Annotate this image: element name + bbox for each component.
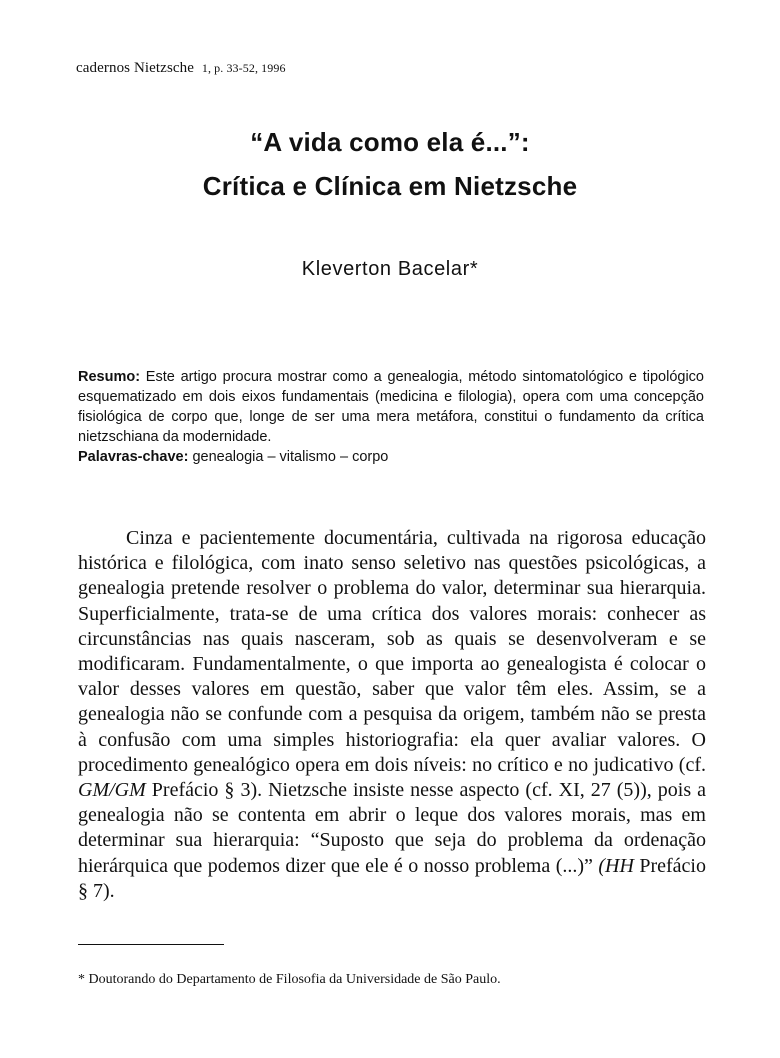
body-text bbox=[78, 526, 706, 904]
journal-name: cadernos Nietzsche bbox=[76, 60, 194, 76]
citation-gm: GM/GM bbox=[78, 779, 146, 802]
abstract-body: Este artigo procura mostrar como a genealogia, método sintomatológico e tipológico esquematizado em dois eixos fundamentais (medicina e filologia), opera com uma concepção fisiológica de corpo que, longe de ser uma mera metáfora, constitui o fundamento da crítica nietzschiana da modernidade. bbox=[78, 369, 704, 445]
abstract-label: Resumo: bbox=[78, 369, 141, 385]
title-line-2: Crítica e Clínica em Nietzsche bbox=[202, 171, 578, 201]
citation-hh: (HH bbox=[598, 854, 634, 877]
issue-reference: 1, p. 33-52, 1996 bbox=[201, 61, 286, 75]
abstract bbox=[78, 367, 704, 467]
keywords-label: Palavras-chave: bbox=[78, 449, 189, 465]
footnote: * Doutorando do Departamento de Filosofia da Universidade de São Paulo. bbox=[78, 972, 501, 987]
article-title bbox=[0, 120, 780, 208]
author-name: Kleverton Bacelar* bbox=[301, 258, 479, 280]
title-line-1: “A vida como ela é...”: bbox=[250, 127, 530, 157]
running-header bbox=[76, 60, 286, 77]
abstract-text bbox=[78, 367, 704, 447]
paragraph-1 bbox=[78, 526, 706, 904]
paragraph-1-part-b: Prefácio § 3). Nietzsche insiste nesse aspecto (cf. XI, 27 (5)), pois a genealogia não se contenta em abrir o leque dos valores morais, mas em determinar sua hierarquia: “Suposto que seja do problema da ordenação hierárquica que podemos dizer que ele é o nosso problema (...)” bbox=[78, 779, 706, 877]
keywords-list: genealogia – vitalismo – corpo bbox=[188, 449, 389, 465]
keywords bbox=[78, 447, 704, 467]
paragraph-1-part-c: Prefácio § 7). bbox=[78, 854, 706, 902]
paragraph-1-part-a: Cinza e pacientemente documentária, cultivada na rigorosa educação histórica e filológica, com inato senso seletivo nas questões psicológicas, a genealogia pretende resolver o problema do valor, determinar sua hierarquia. Superficialmente, trata-se de uma crítica dos valores morais: conhecer as circunstâncias nas quais nasceram, sob as quais se desenvolveram e se modificaram. Fundamentalmente, o que importa ao genealogista é colocar o valor desses valores em questão, saber que valor têm eles. Assim, se a genealogia não se confunde com a pesquisa da origem, também não se presta à confusão com uma simples historiografia: ela quer avaliar valores. O procedimento genealógico opera em dois níveis: no crítico e no judicativo (cf. bbox=[78, 527, 706, 776]
footnote-divider bbox=[78, 944, 224, 945]
